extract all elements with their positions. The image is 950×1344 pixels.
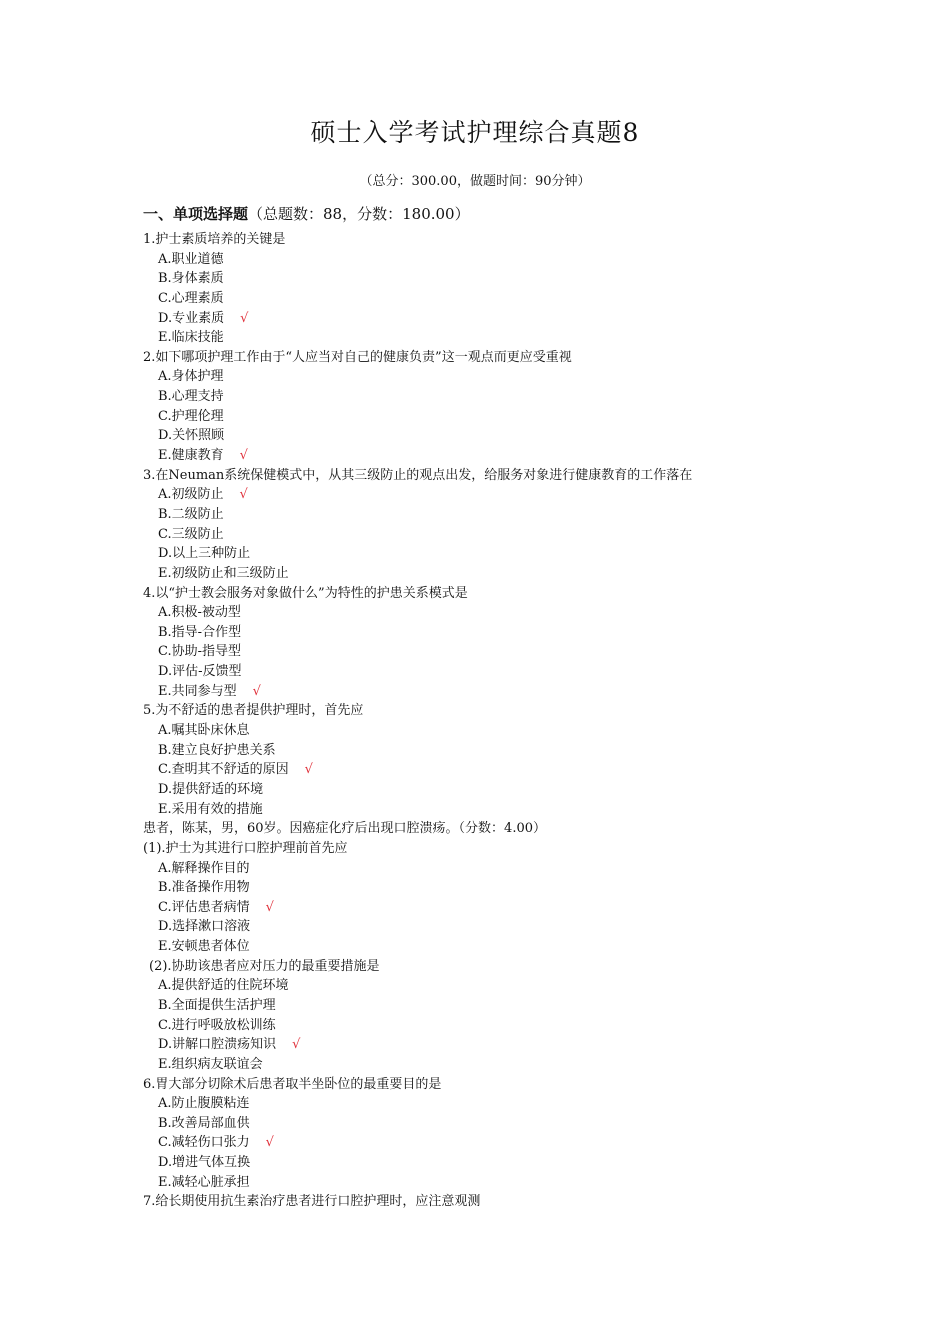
option-text: B.准备操作用物 <box>158 880 250 896</box>
option-text: B.改善局部血供 <box>158 1115 250 1131</box>
question-text: 6.胃大部分切除术后患者取半坐卧位的最重要目的是 <box>143 1076 442 1092</box>
question-text: 7.给长期使用抗生素治疗患者进行口腔护理时，应注意观测 <box>143 1194 481 1210</box>
answer-option <box>143 741 843 761</box>
question-text: (2).协助该患者应对压力的最重要措施是 <box>149 958 380 974</box>
option-text: E.健康教育 <box>158 448 224 464</box>
answer-option <box>143 878 843 898</box>
answer-option <box>143 721 843 741</box>
option-text: A.提供舒适的住院环境 <box>158 978 289 994</box>
document-subtitle: （总分：300.00，做题时间：90分钟） <box>359 174 591 189</box>
answer-option <box>143 1153 843 1173</box>
option-text: C.协助-指导型 <box>158 644 242 660</box>
answer-option <box>143 1173 843 1193</box>
answer-option <box>143 760 843 780</box>
question-text: 4.以“护士教会服务对象做什么”为特性的护患关系模式是 <box>143 585 468 601</box>
answer-option <box>143 642 843 662</box>
option-text: E.共同参与型 <box>158 683 237 699</box>
answer-option <box>143 800 843 820</box>
question-stem <box>143 230 843 250</box>
answer-option <box>143 682 843 702</box>
question-text: 1.护士素质培养的关键是 <box>143 232 286 247</box>
option-text: D.选择漱口溶液 <box>158 919 251 935</box>
option-text: E.组织病友联谊会 <box>158 1056 263 1072</box>
option-text: A.初级防止 <box>158 487 224 503</box>
section-info: （总题数：88，分数：180.00） <box>248 205 470 223</box>
answer-option <box>143 859 843 879</box>
document-title: 硕士入学考试护理综合真题8 <box>310 118 640 147</box>
answer-option <box>143 1133 843 1153</box>
option-text: B.指导-合作型 <box>158 624 242 640</box>
option-text: C.进行呼吸放松训练 <box>158 1017 276 1033</box>
answer-option <box>143 564 843 584</box>
option-text: A.职业道德 <box>158 251 224 267</box>
option-text: D.关怀照顾 <box>158 428 225 444</box>
option-text: C.减轻伤口张力 <box>158 1135 250 1151</box>
option-text: E.初级防止和三级防止 <box>158 565 289 581</box>
answer-option <box>143 309 843 329</box>
option-text: C.心理素质 <box>158 290 224 306</box>
question-text: 3.在Neuman系统保健模式中，从其三级防止的观点出发，给服务对象进行健康教育的工作落在 <box>143 467 693 483</box>
answer-option <box>143 1055 843 1075</box>
answer-option <box>143 623 843 643</box>
answer-option <box>143 407 843 427</box>
question-stem <box>143 466 843 486</box>
answer-option <box>143 505 843 525</box>
option-text: E.安顿患者体位 <box>158 939 250 955</box>
option-text: C.评估患者病情 <box>158 899 250 915</box>
answer-option <box>143 1035 843 1055</box>
correct-check-icon: √ <box>265 899 274 915</box>
answer-option <box>143 367 843 387</box>
option-text: D.专业素质 <box>158 310 225 326</box>
correct-check-icon: √ <box>239 448 248 464</box>
question-text: (1).护士为其进行口腔护理前首先应 <box>143 840 348 856</box>
option-text: D.评估-反馈型 <box>158 664 242 680</box>
option-text: E.临床技能 <box>158 330 224 346</box>
question-stem <box>143 819 843 839</box>
question-stem <box>143 348 843 368</box>
answer-option <box>143 898 843 918</box>
question-text: 2.如下哪项护理工作由于“人应当对自己的健康负责”这一观点而更应受重视 <box>143 349 572 365</box>
answer-option <box>143 996 843 1016</box>
answer-option <box>143 544 843 564</box>
answer-option <box>143 250 843 270</box>
option-text: B.身体素质 <box>158 271 224 287</box>
option-text: E.采用有效的措施 <box>158 801 263 817</box>
question-stem <box>143 1075 843 1095</box>
question-stem <box>143 957 843 977</box>
answer-option <box>143 662 843 682</box>
option-text: B.全面提供生活护理 <box>158 997 276 1013</box>
question-list <box>143 230 843 1212</box>
answer-option <box>143 1016 843 1036</box>
option-text: A.身体护理 <box>158 369 224 385</box>
option-text: C.三级防止 <box>158 526 224 542</box>
option-text: E.减轻心脏承担 <box>158 1174 250 1190</box>
option-text: D.增进气体互换 <box>158 1155 251 1171</box>
answer-option <box>143 917 843 937</box>
section-heading: 一、单项选择题 <box>143 205 249 223</box>
answer-option <box>143 525 843 545</box>
section-header <box>143 203 470 224</box>
option-text: A.防止腹膜粘连 <box>158 1096 250 1112</box>
correct-check-icon: √ <box>292 1037 301 1053</box>
answer-option <box>143 485 843 505</box>
correct-check-icon: √ <box>252 683 261 699</box>
option-text: A.解释操作目的 <box>158 860 250 876</box>
correct-check-icon: √ <box>304 762 313 778</box>
answer-option <box>143 976 843 996</box>
answer-option <box>143 780 843 800</box>
answer-option <box>143 426 843 446</box>
correct-check-icon: √ <box>240 310 249 326</box>
answer-option <box>143 937 843 957</box>
answer-option <box>143 289 843 309</box>
option-text: A.积极-被动型 <box>158 605 241 621</box>
option-text: D.以上三种防止 <box>158 546 251 562</box>
question-stem <box>143 584 843 604</box>
option-text: D.提供舒适的环境 <box>158 781 264 797</box>
correct-check-icon: √ <box>265 1135 274 1151</box>
answer-option <box>143 328 843 348</box>
option-text: B.心理支持 <box>158 389 224 405</box>
option-text: C.护理伦理 <box>158 408 224 424</box>
answer-option <box>143 603 843 623</box>
answer-option <box>143 269 843 289</box>
option-text: B.二级防止 <box>158 506 224 522</box>
answer-option <box>143 1114 843 1134</box>
question-text: 患者，陈某，男，60岁。因癌症化疗后出现口腔溃疡。（分数：4.00） <box>143 821 546 837</box>
option-text: A.嘱其卧床休息 <box>158 723 250 739</box>
question-text: 5.为不舒适的患者提供护理时，首先应 <box>143 703 364 719</box>
option-text: C.查明其不舒适的原因 <box>158 762 289 778</box>
question-stem <box>143 839 843 859</box>
question-stem <box>143 1192 843 1212</box>
answer-option <box>143 387 843 407</box>
answer-option <box>143 446 843 466</box>
option-text: D.讲解口腔溃疡知识 <box>158 1037 277 1053</box>
question-stem <box>143 701 843 721</box>
option-text: B.建立良好护患关系 <box>158 742 276 758</box>
correct-check-icon: √ <box>239 487 248 503</box>
answer-option <box>143 1094 843 1114</box>
